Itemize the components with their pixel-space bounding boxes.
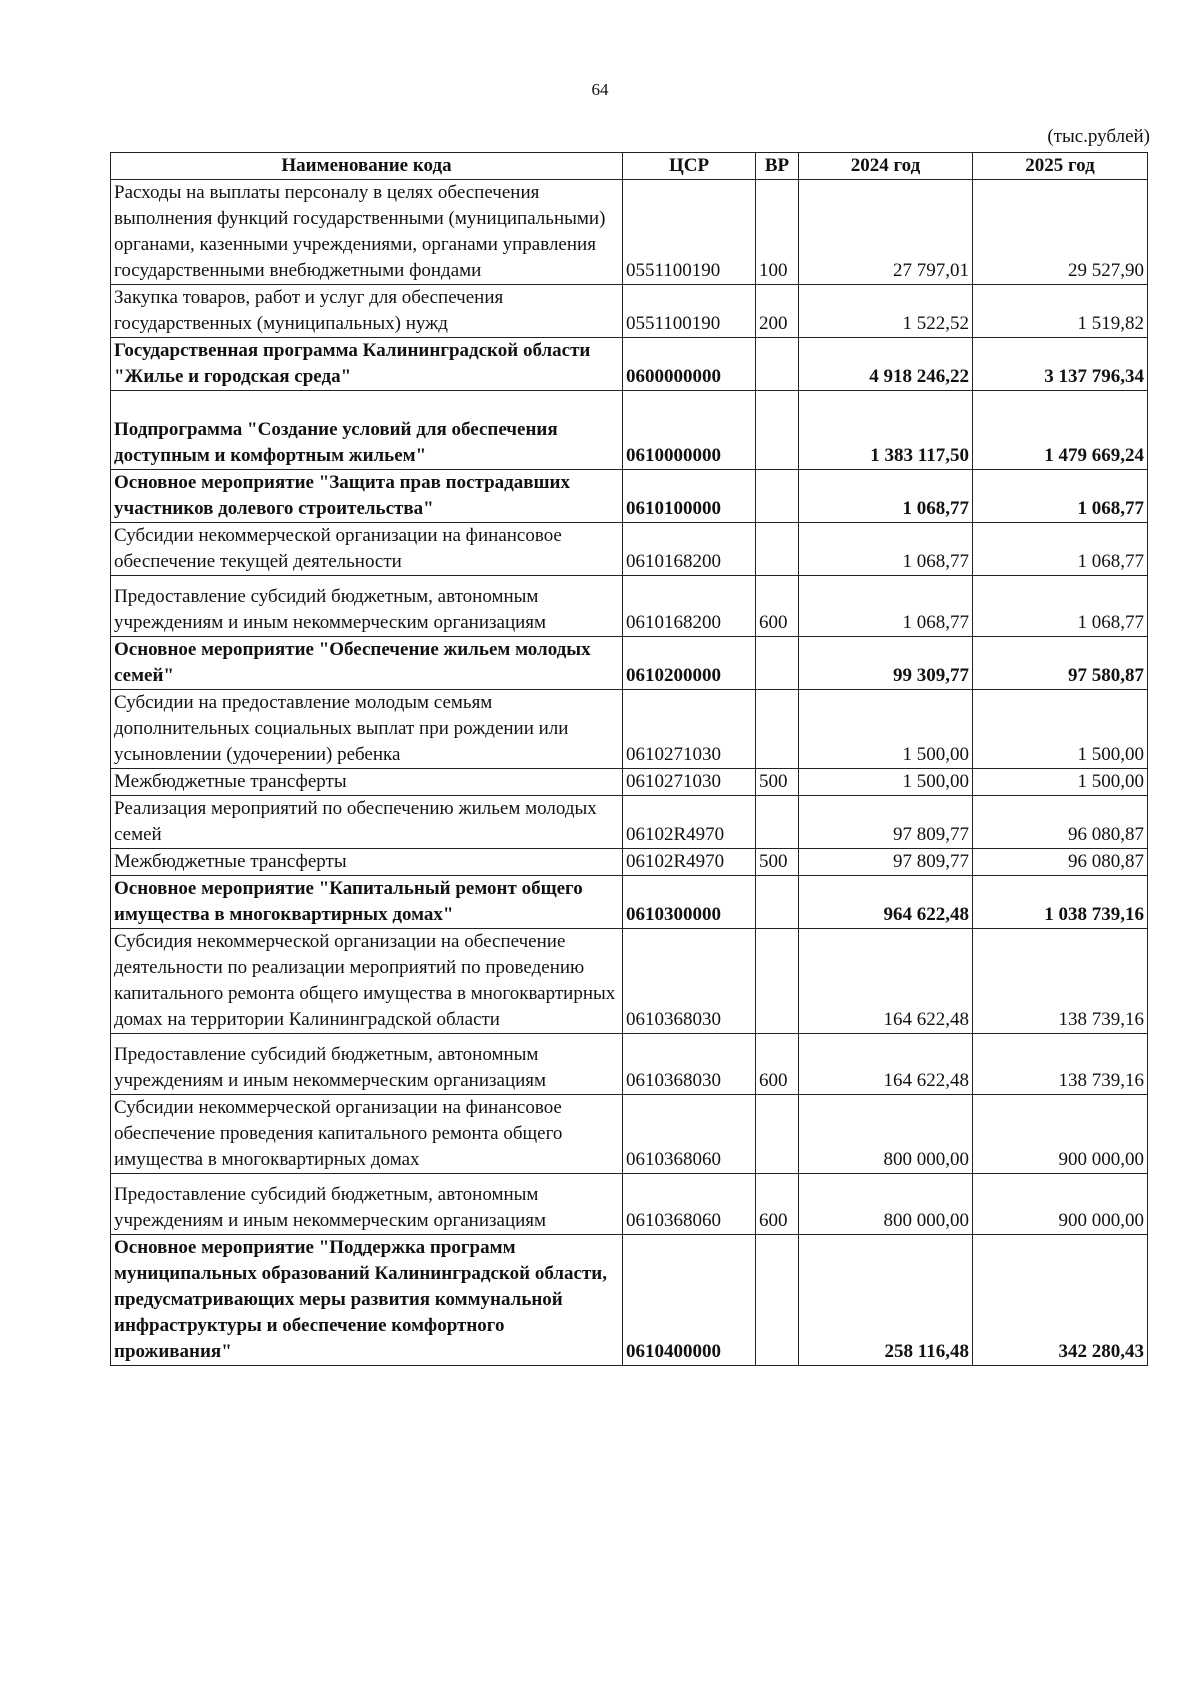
row-vr-cell <box>756 1235 799 1366</box>
row-name-cell: Предоставление субсидий бюджетным, автономным учреждениям и иным некоммерческим организациям <box>111 1034 623 1095</box>
row-csr-cell: 0610368030 <box>623 1034 756 1095</box>
header-csr: ЦСР <box>623 153 756 180</box>
row-csr-cell: 06102R4970 <box>623 796 756 849</box>
budget-table <box>110 152 1148 1366</box>
row-name-cell: Реализация мероприятий по обеспечению жильем молодых семей <box>111 796 623 849</box>
table-row <box>111 285 1148 338</box>
row-2025-cell: 900 000,00 <box>973 1095 1148 1174</box>
row-2025-cell: 1 500,00 <box>973 690 1148 769</box>
row-vr-cell: 100 <box>756 180 799 285</box>
row-2024-cell: 1 068,77 <box>799 523 973 576</box>
row-vr-cell <box>756 1095 799 1174</box>
row-2024-cell: 1 068,77 <box>799 576 973 637</box>
row-csr-cell: 0610000000 <box>623 391 756 470</box>
row-2024-cell: 4 918 246,22 <box>799 338 973 391</box>
header-2024: 2024 год <box>799 153 973 180</box>
row-vr-cell <box>756 470 799 523</box>
row-vr-cell <box>756 796 799 849</box>
row-2025-cell: 97 580,87 <box>973 637 1148 690</box>
row-name-cell: Государственная программа Калининградской области "Жилье и городская среда" <box>111 338 623 391</box>
table-row <box>111 929 1148 1034</box>
row-name-cell: Основное мероприятие "Капитальный ремонт общего имущества в многоквартирных домах" <box>111 876 623 929</box>
row-2025-cell: 1 500,00 <box>973 769 1148 796</box>
row-2025-cell: 96 080,87 <box>973 849 1148 876</box>
row-csr-cell: 0551100190 <box>623 285 756 338</box>
row-csr-cell: 0610300000 <box>623 876 756 929</box>
header-2025: 2025 год <box>973 153 1148 180</box>
row-vr-cell <box>756 523 799 576</box>
row-name-cell: Предоставление субсидий бюджетным, автономным учреждениям и иным некоммерческим организациям <box>111 1174 623 1235</box>
row-2024-cell: 1 500,00 <box>799 690 973 769</box>
row-vr-cell <box>756 338 799 391</box>
row-name-cell: Субсидии некоммерческой организации на финансовое обеспечение проведения капитального ремонта общего имущества в многоквартирных домах <box>111 1095 623 1174</box>
table-header-row <box>111 153 1148 180</box>
row-2025-cell: 3 137 796,34 <box>973 338 1148 391</box>
row-csr-cell: 0610271030 <box>623 769 756 796</box>
table-row <box>111 338 1148 391</box>
row-csr-cell: 0610168200 <box>623 576 756 637</box>
row-2024-cell: 258 116,48 <box>799 1235 973 1366</box>
row-vr-cell <box>756 637 799 690</box>
row-vr-cell: 500 <box>756 769 799 796</box>
table-row <box>111 470 1148 523</box>
table-row <box>111 690 1148 769</box>
table-row <box>111 576 1148 637</box>
row-vr-cell: 600 <box>756 1034 799 1095</box>
row-name-cell: Закупка товаров, работ и услуг для обеспечения государственных (муниципальных) нужд <box>111 285 623 338</box>
row-csr-cell: 0610100000 <box>623 470 756 523</box>
row-name-cell: Основное мероприятие "Защита прав пострадавших участников долевого строительства" <box>111 470 623 523</box>
page-number: 64 <box>591 80 609 99</box>
row-2025-cell: 342 280,43 <box>973 1235 1148 1366</box>
table-row <box>111 637 1148 690</box>
table-row <box>111 796 1148 849</box>
row-2024-cell: 164 622,48 <box>799 1034 973 1095</box>
row-name-cell: Предоставление субсидий бюджетным, автономным учреждениям и иным некоммерческим организациям <box>111 576 623 637</box>
row-csr-cell: 0610168200 <box>623 523 756 576</box>
row-2024-cell: 800 000,00 <box>799 1174 973 1235</box>
row-csr-cell: 0610271030 <box>623 690 756 769</box>
row-name-cell: Субсидии некоммерческой организации на финансовое обеспечение текущей деятельности <box>111 523 623 576</box>
row-name-cell: Субсидия некоммерческой организации на обеспечение деятельности по реализации мероприятий по проведению капитального ремонта общего имущества в многоквартирных домах на территории Калининградской области <box>111 929 623 1034</box>
row-csr-cell: 0610368030 <box>623 929 756 1034</box>
table-row <box>111 1034 1148 1095</box>
row-2024-cell: 97 809,77 <box>799 849 973 876</box>
row-name-cell: Основное мероприятие "Поддержка программ муниципальных образований Калининградской области, предусматривающих меры развития коммунальной инфраструктуры и обеспечение комфортного проживания" <box>111 1235 623 1366</box>
row-2025-cell: 1 068,77 <box>973 576 1148 637</box>
header-name: Наименование кода <box>111 153 623 180</box>
row-2024-cell: 1 068,77 <box>799 470 973 523</box>
row-2024-cell: 1 522,52 <box>799 285 973 338</box>
table-row <box>111 849 1148 876</box>
row-name-cell: Межбюджетные трансферты <box>111 849 623 876</box>
row-2024-cell: 27 797,01 <box>799 180 973 285</box>
row-vr-cell <box>756 690 799 769</box>
row-2024-cell: 97 809,77 <box>799 796 973 849</box>
table-row <box>111 769 1148 796</box>
row-vr-cell: 600 <box>756 576 799 637</box>
table-row <box>111 876 1148 929</box>
row-2025-cell: 1 038 739,16 <box>973 876 1148 929</box>
row-2025-cell: 138 739,16 <box>973 929 1148 1034</box>
table-row <box>111 1174 1148 1235</box>
table-row <box>111 180 1148 285</box>
row-name-cell: Субсидии на предоставление молодым семьям дополнительных социальных выплат при рождении или усыновлении (удочерении) ребенка <box>111 690 623 769</box>
row-2025-cell: 96 080,87 <box>973 796 1148 849</box>
row-vr-cell: 500 <box>756 849 799 876</box>
table-row <box>111 523 1148 576</box>
row-name-cell: Подпрограмма "Создание условий для обеспечения доступным и комфортным жильем" <box>111 391 623 470</box>
row-csr-cell: 0610368060 <box>623 1095 756 1174</box>
row-vr-cell <box>756 929 799 1034</box>
row-vr-cell: 200 <box>756 285 799 338</box>
table-row <box>111 1095 1148 1174</box>
row-2024-cell: 800 000,00 <box>799 1095 973 1174</box>
row-name-cell: Межбюджетные трансферты <box>111 769 623 796</box>
row-csr-cell: 0610368060 <box>623 1174 756 1235</box>
row-2025-cell: 1 068,77 <box>973 470 1148 523</box>
row-csr-cell: 0600000000 <box>623 338 756 391</box>
table-body <box>111 180 1148 1366</box>
row-2025-cell: 900 000,00 <box>973 1174 1148 1235</box>
row-csr-cell: 0610200000 <box>623 637 756 690</box>
row-name-cell: Основное мероприятие "Обеспечение жильем молодых семей" <box>111 637 623 690</box>
row-csr-cell: 06102R4970 <box>623 849 756 876</box>
row-2024-cell: 1 383 117,50 <box>799 391 973 470</box>
header-vr: ВР <box>756 153 799 180</box>
row-2024-cell: 99 309,77 <box>799 637 973 690</box>
row-vr-cell <box>756 391 799 470</box>
row-name-cell: Расходы на выплаты персоналу в целях обеспечения выполнения функций государственными (муниципальными) органами, казенными учреждениями, органами управления государственными внебюджетными фондами <box>111 180 623 285</box>
row-2025-cell: 1 479 669,24 <box>973 391 1148 470</box>
table-row <box>111 1235 1148 1366</box>
row-2024-cell: 164 622,48 <box>799 929 973 1034</box>
row-2025-cell: 1 519,82 <box>973 285 1148 338</box>
row-2025-cell: 1 068,77 <box>973 523 1148 576</box>
row-2025-cell: 138 739,16 <box>973 1034 1148 1095</box>
row-2024-cell: 964 622,48 <box>799 876 973 929</box>
table-row <box>111 391 1148 470</box>
row-2025-cell: 29 527,90 <box>973 180 1148 285</box>
row-2024-cell: 1 500,00 <box>799 769 973 796</box>
row-csr-cell: 0551100190 <box>623 180 756 285</box>
row-csr-cell: 0610400000 <box>623 1235 756 1366</box>
unit-note: (тыс.рублей) <box>1047 126 1150 147</box>
row-vr-cell <box>756 876 799 929</box>
row-vr-cell: 600 <box>756 1174 799 1235</box>
